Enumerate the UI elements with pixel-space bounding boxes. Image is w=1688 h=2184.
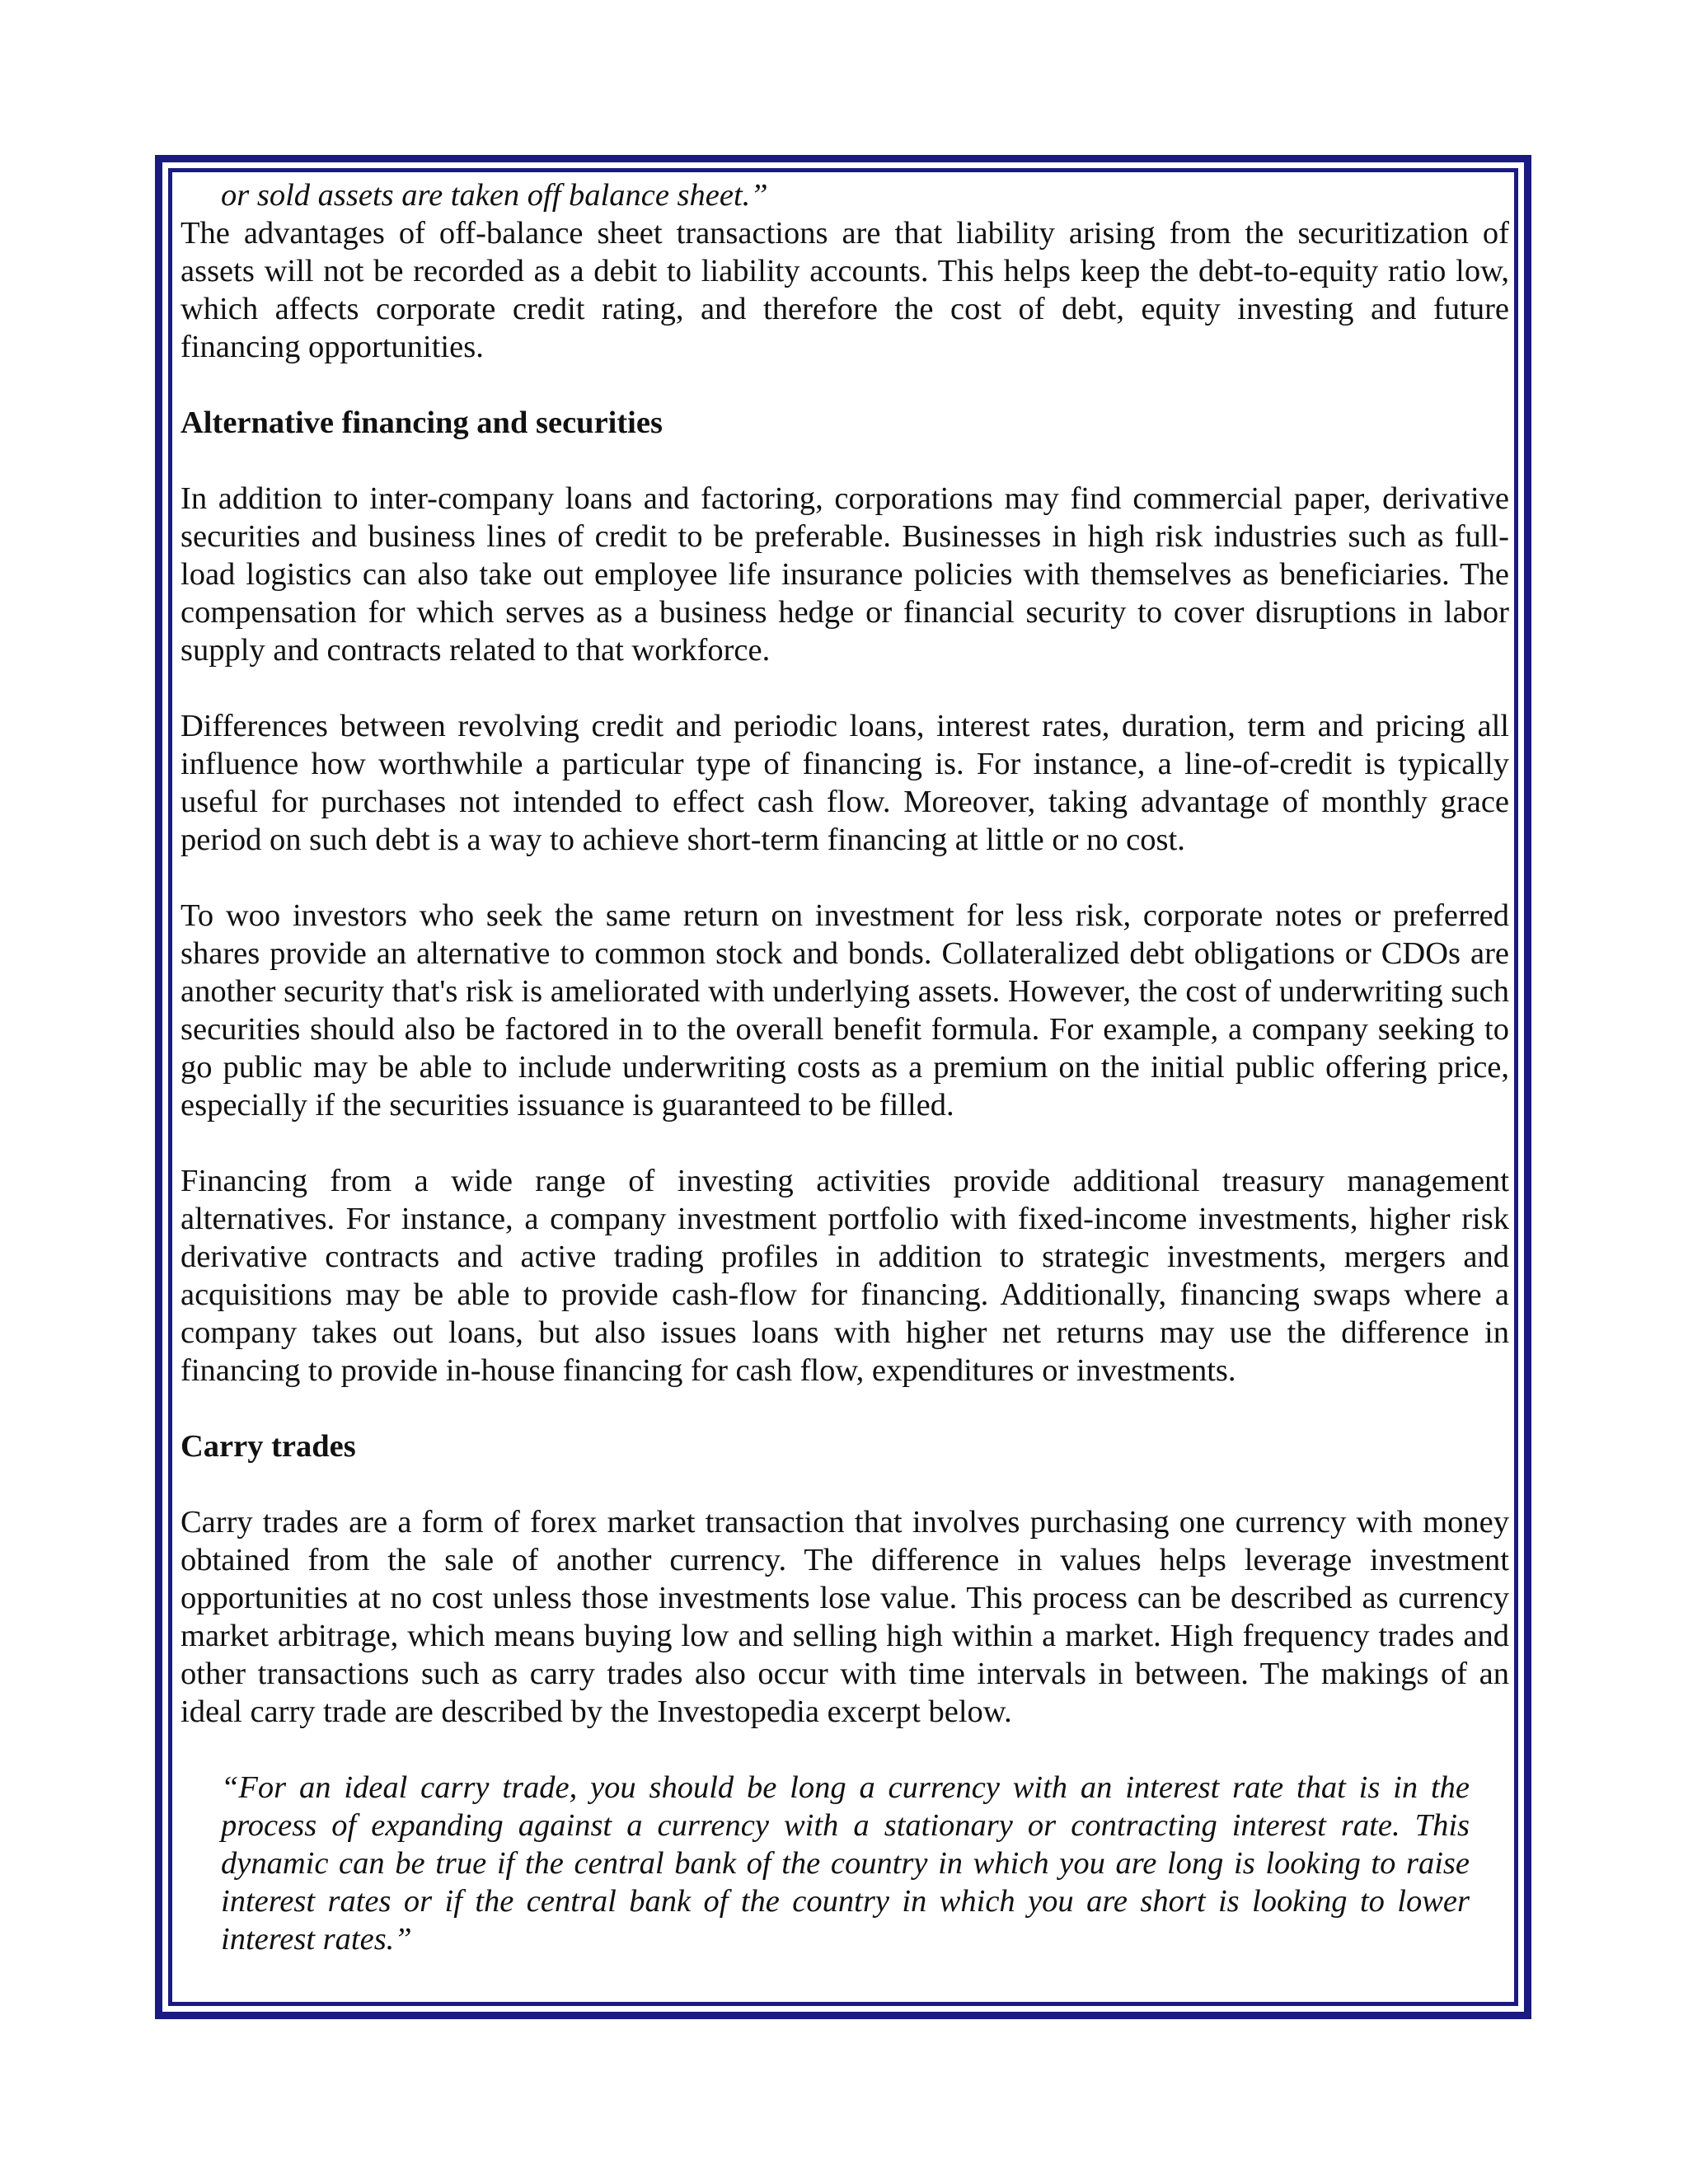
quote-continuation: or sold assets are taken off balance sheet.”	[221, 178, 768, 213]
paragraph-off-balance-advantages: The advantages of off-balance sheet transactions are that liability arising from the securitization of assets will not be recorded as a debit to liability accounts. This helps keep the debt-to-equity ratio low, which affects corporate credit rating, and therefore the cost of debt, equity investing and future financing opportunities.	[181, 216, 1509, 364]
paragraph-revolving-credit: Differences between revolving credit and periodic loans, interest rates, duration, term and pricing all influence how worthwhile a particular type of financing is. For instance, a line-of-credit is typically useful for purchases not intended to effect cash flow. Moreover, taking advantage of monthly grace period on such debt is a way to achieve short-term financing at little or no cost.	[181, 709, 1509, 857]
paragraph-corporate-notes: To woo investors who seek the same return on investment for less risk, corporate notes or preferred shares provide an alternative to common stock and bonds. Collateralized debt obligations or CDOs are another security that's risk is ameliorated with underlying assets. However, the cost of underwriting such securities should also be factored in to the overall benefit formula. For example, a company seeking to go public may be able to include underwriting costs as a premium on the initial public offering price, especially if the securities issuance is guaranteed to be filled.	[181, 898, 1509, 1122]
document-body	[181, 176, 1509, 1958]
paragraph-carry-trades: Carry trades are a form of forex market transaction that involves purchasing one currency with money obtained from the sale of another currency. The difference in values helps leverage investment opportunities at no cost unless those investments lose value. This process can be described as currency market arbitrage, which means buying low and selling high within a market. High frequency trades and other transactions such as carry trades also occur with time intervals in between. The makings of an ideal carry trade are described by the Investopedia excerpt below.	[181, 1505, 1509, 1729]
paragraph-inter-company-loans: In addition to inter-company loans and factoring, corporations may find commercial paper, derivative securities and business lines of credit to be preferable. Businesses in high risk industries such as full-load logistics can also take out employee life insurance policies with themselves as beneficiaries. The compensation for which serves as a business hedge or financial security to cover disruptions in labor supply and contracts related to that workforce.	[181, 481, 1509, 668]
heading-carry-trades: Carry trades	[181, 1429, 356, 1464]
quote-investopedia: “For an ideal carry trade, you should be long a currency with an interest rate that is in the process of expanding against a currency with a stationary or contracting interest rate. This dynamic can be true if the central bank of the country in which you are long is looking to raise interest rates or if the central bank of the country in which you are short is looking to lower interest rates.”	[221, 1770, 1470, 1957]
heading-alternative-financing: Alternative financing and securities	[181, 405, 663, 440]
paragraph-investing-activities: Financing from a wide range of investing activities provide additional treasury management alternatives. For instance, a company investment portfolio with fixed-income investments, higher risk derivative contracts and active trading profiles in addition to strategic investments, mergers and acquisitions may be able to provide cash-flow for financing. Additionally, financing swaps where a company takes out loans, but also issues loans with higher net returns may use the difference in financing to provide in-house financing for cash flow, expenditures or investments.	[181, 1164, 1509, 1388]
